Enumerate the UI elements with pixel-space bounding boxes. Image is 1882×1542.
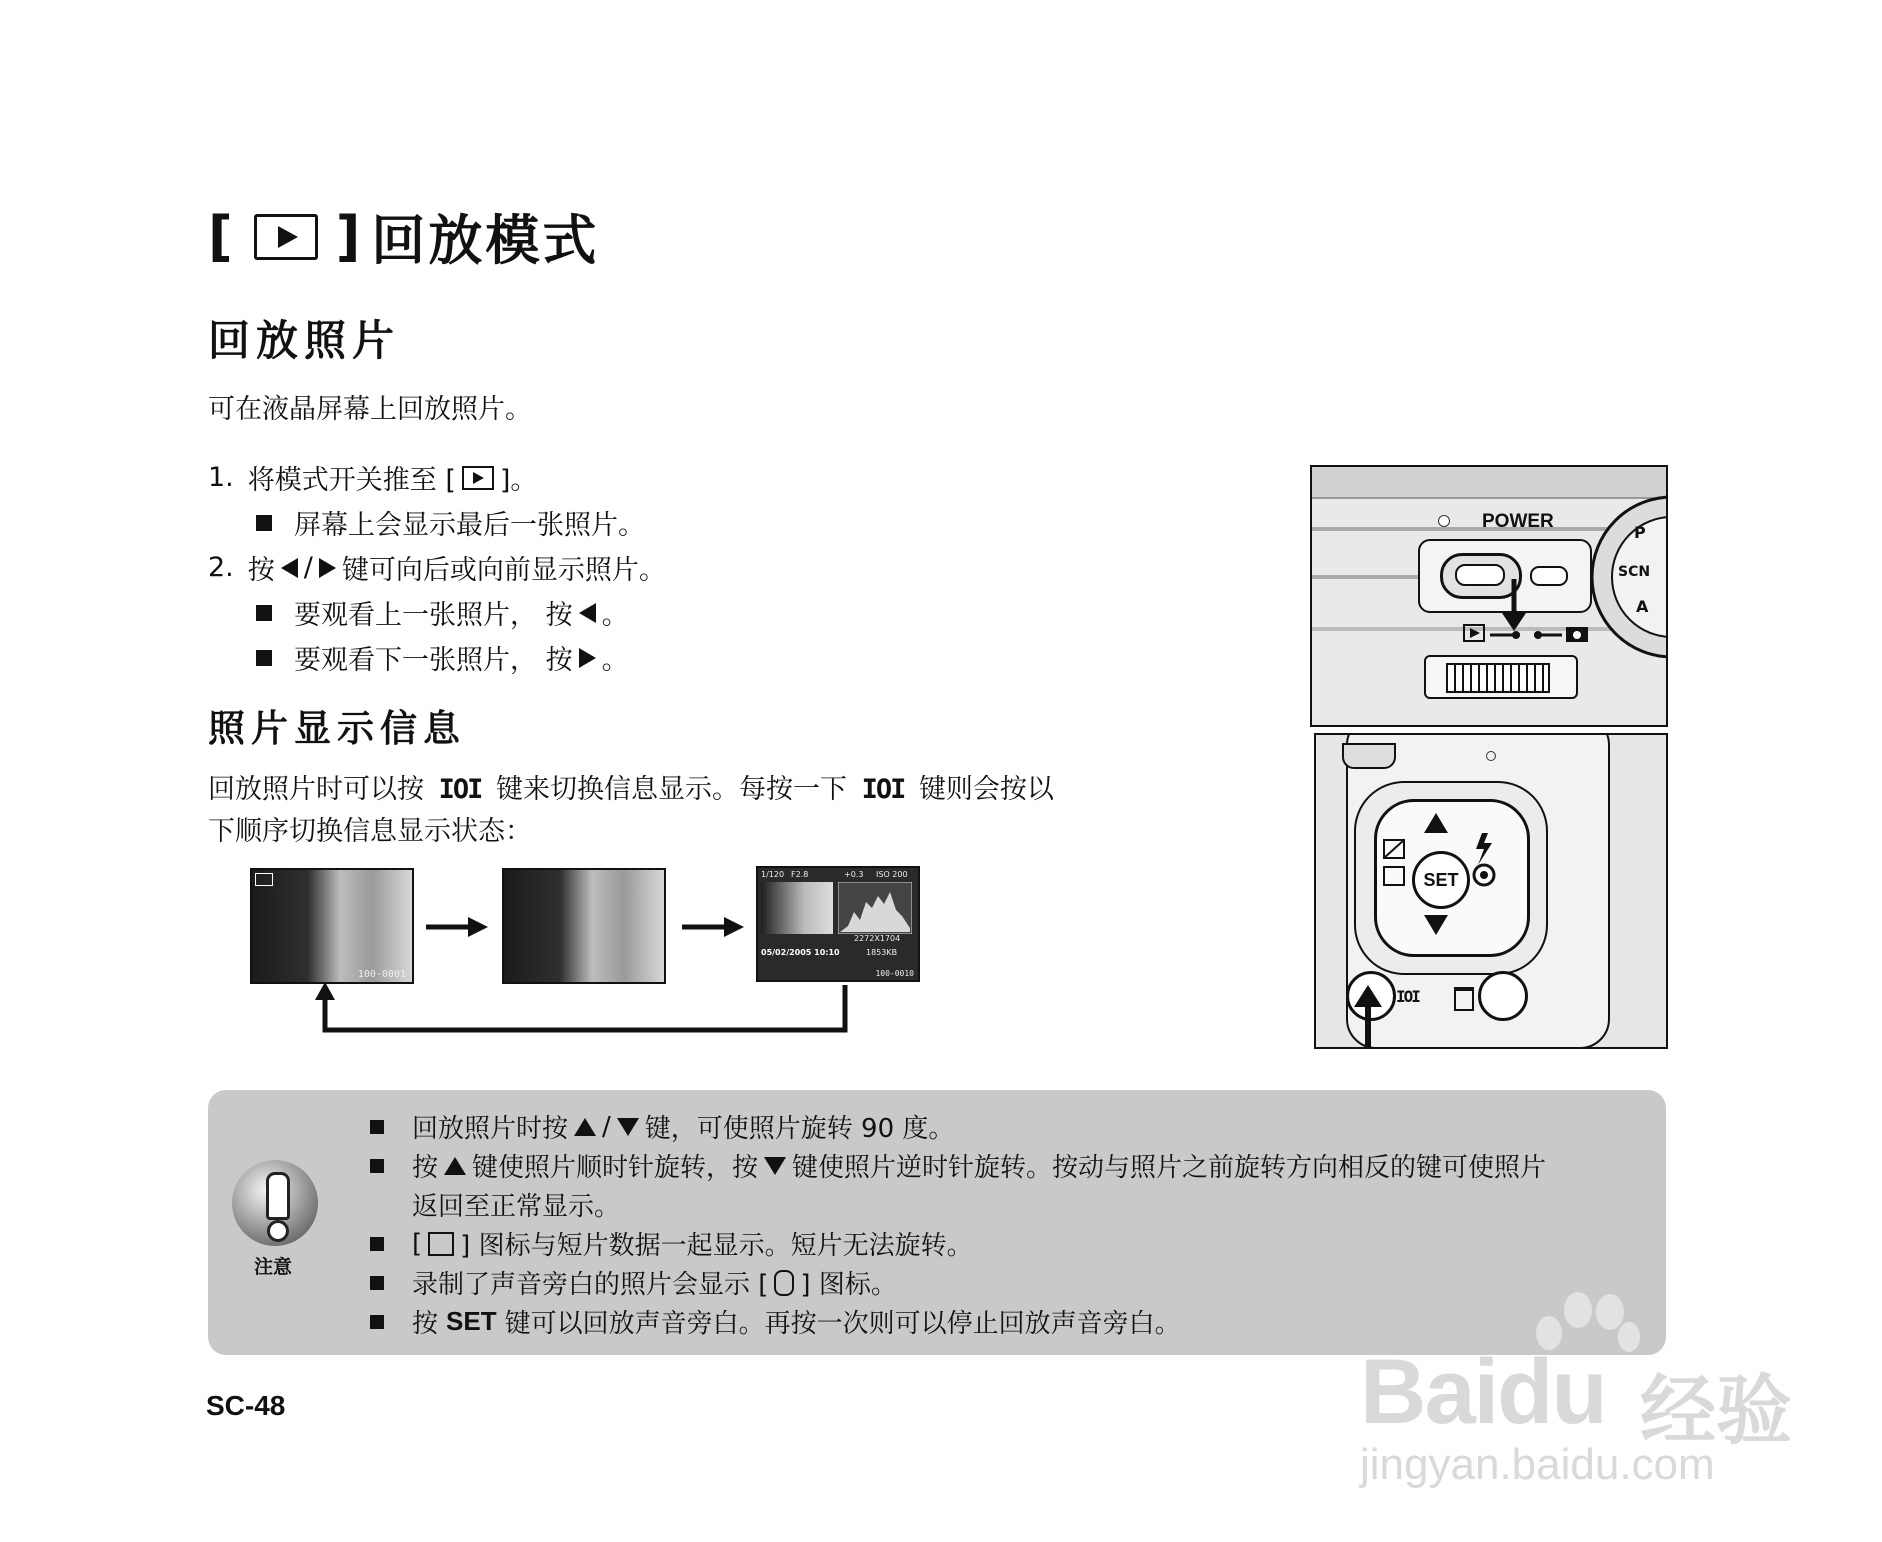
voice-memo-icon — [774, 1270, 794, 1296]
photo-thumbnail — [761, 882, 833, 934]
page-title-text: 回放模式 — [371, 209, 600, 272]
file-counter: 100-0010 — [875, 969, 914, 978]
note-label: 注意 — [254, 1256, 293, 1278]
loop-back-arrow-icon — [315, 982, 845, 1030]
up-arrow-icon — [444, 1157, 466, 1175]
right-arrow-icon — [579, 648, 596, 668]
iso-value: ISO 200 — [876, 870, 908, 879]
step-2: 2. 按 / 键可向后或向前显示照片。 — [208, 552, 666, 586]
movie-icon — [428, 1232, 454, 1256]
playback-mode-icon — [462, 466, 494, 490]
arrow-right-icon — [682, 917, 744, 937]
set-button[interactable]: SET — [1412, 851, 1470, 909]
watermark-cn: 经验 — [1640, 1366, 1792, 1455]
lcd-screen-full-info — [756, 866, 920, 982]
note-item-2: 按 键使照片顺时针旋转，按 键使照片逆时针旋转。按动与照片之前旋转方向相反的键可使照片 — [370, 1147, 1546, 1184]
intro-text: 可在液晶屏幕上回放照片。 — [208, 394, 532, 425]
bullet-icon — [256, 650, 272, 666]
info-paragraph-line-1: 回放照片时可以按 IOI 键来切换信息显示。每按一下 IOI 键则会按以 — [208, 770, 1054, 810]
aperture: F2.8 — [791, 870, 809, 879]
down-arrow-icon — [617, 1118, 639, 1136]
playback-mode-icon — [254, 214, 318, 260]
note-item-1: 回放照片时按 / 键，可使照片旋转 90 度。 — [370, 1108, 954, 1145]
down-arrow-icon — [764, 1157, 786, 1175]
note-item-5: 按 SET 键可以回放声音旁白。再按一次则可以停止回放声音旁白。 — [370, 1303, 1181, 1340]
bullet-icon — [370, 1159, 384, 1173]
watermark-logo: Baidu — [1360, 1341, 1606, 1443]
bullet-icon — [370, 1315, 384, 1329]
info-button-icon: IOI — [438, 774, 482, 805]
bullet-icon — [370, 1120, 384, 1134]
left-arrow-icon — [281, 558, 298, 578]
left-arrow-icon — [579, 603, 596, 623]
info-paragraph-line-2: 下顺序切换信息显示状态： — [208, 816, 532, 847]
image-resolution: 2272X1704 — [854, 934, 901, 943]
note-item-4: 录制了声音旁白的照片会显示 [ ] 图标。 — [370, 1264, 897, 1301]
photo-couple-image — [252, 870, 412, 982]
dial-scn-label: SCN — [1618, 564, 1651, 580]
info-button-icon: IOI — [1396, 987, 1419, 1006]
step-2-sub-1: 要观看上一张照片， 按 。 — [256, 593, 629, 632]
camera-back-illustration — [1314, 733, 1668, 1049]
step-2-sub-2: 要观看下一张照片， 按 。 — [256, 638, 629, 677]
shutter-speed: 1/120 — [761, 870, 785, 879]
photo-couple-image — [504, 870, 664, 982]
file-counter: 100-0001 — [357, 969, 406, 980]
lcd-screen-basic-info — [250, 868, 414, 984]
bullet-icon — [256, 515, 272, 531]
up-arrow-icon — [574, 1118, 596, 1136]
right-arrow-icon — [319, 558, 336, 578]
camera-top-illustration — [1310, 465, 1668, 727]
lcd-screen-no-info — [502, 868, 666, 984]
dial-a-label: A — [1636, 597, 1649, 616]
mode-switch[interactable] — [1424, 655, 1578, 699]
exposure-compensation: +0.3 — [844, 870, 864, 879]
note-item-3: [ ] 图标与短片数据一起显示。短片无法旋转。 — [370, 1225, 973, 1262]
arrow-right-icon — [426, 917, 488, 937]
note-item-2-cont: 返回至正常显示。 — [412, 1192, 621, 1222]
file-size: 1853KB — [866, 948, 898, 957]
step-1-sub: 屏幕上会显示最后一张照片。 — [256, 503, 645, 542]
bullet-icon — [370, 1276, 384, 1290]
bullet-icon — [256, 605, 272, 621]
page-number: SC-48 — [206, 1390, 286, 1421]
info-button-icon: IOI — [861, 774, 905, 805]
section-heading-playback: 回放照片 — [208, 316, 401, 365]
caution-icon — [232, 1160, 318, 1246]
section-heading-info: 照片显示信息 — [208, 707, 466, 750]
histogram — [838, 882, 912, 934]
page-title: [ ] 回放模式 — [208, 198, 599, 275]
step-1: 1. 将模式开关推至 [ ]。 — [208, 462, 538, 496]
power-label: POWER — [1482, 511, 1554, 532]
bullet-icon — [370, 1237, 384, 1251]
capture-datetime: 05/02/2005 10:10 — [761, 948, 840, 957]
note-box — [208, 1090, 1666, 1355]
playback-mode-icon — [255, 873, 273, 886]
dial-p-label: P — [1634, 523, 1646, 542]
watermark-url: jingyan.baidu.com — [1360, 1440, 1715, 1489]
